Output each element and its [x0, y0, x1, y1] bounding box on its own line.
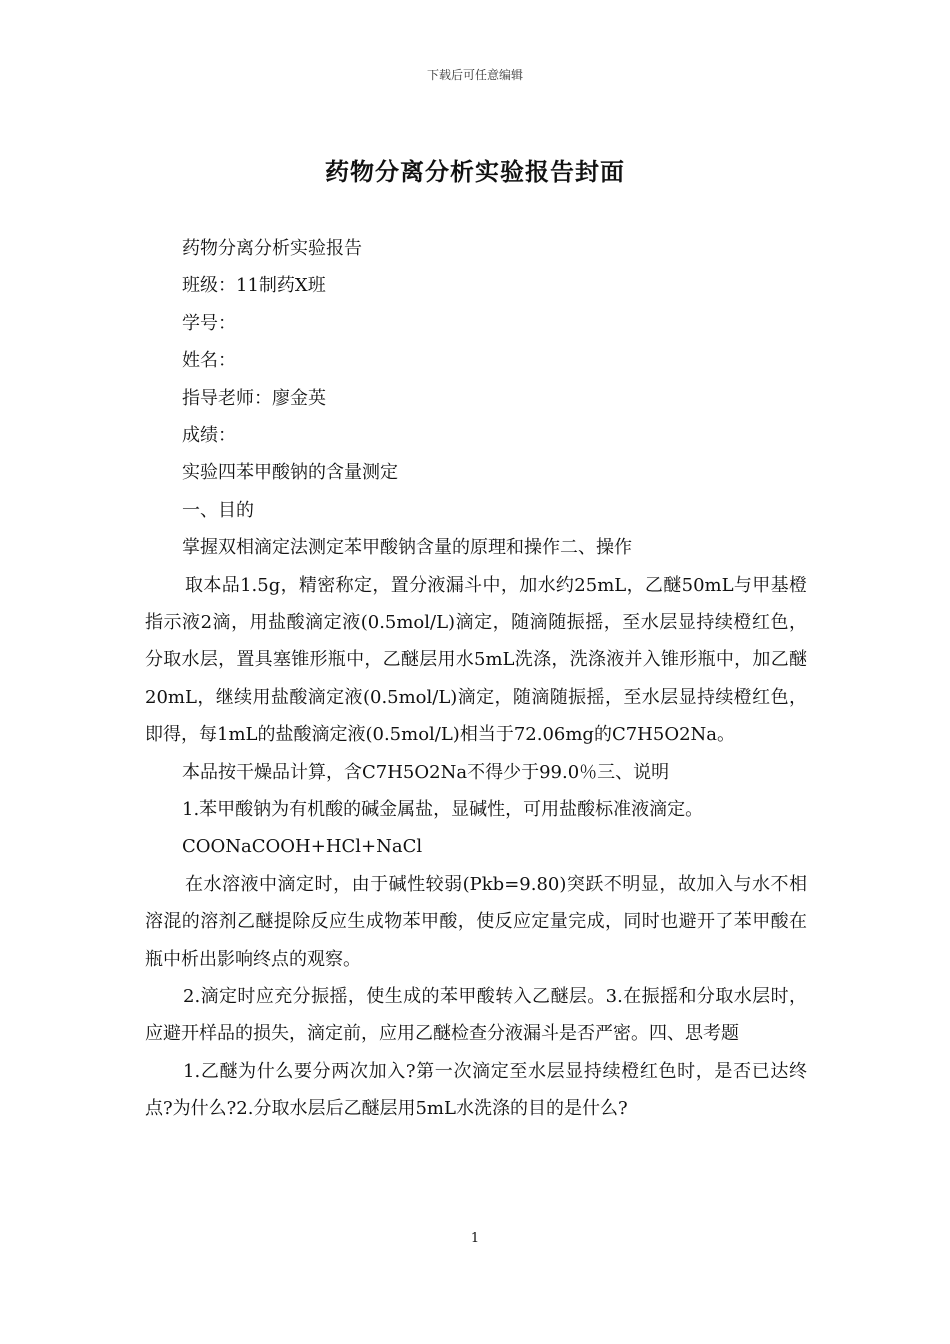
- reaction-equation: COONaCOOH+HCl+NaCl: [182, 836, 423, 858]
- procedure-paragraph: 取本品1.5g，精密称定，置分液漏斗中，加水约25mL，乙醚50mL与甲基橙指示液2滴，用盐酸滴定液(0.5mol/L)滴定，随滴随振摇，至水层显持续橙红色，分取水层，置具塞锥形瓶中，乙醚层用水5mL洗涤，洗涤液并入锥形瓶中，加乙醚20mL，继续用盐酸滴定液(0.5mol/L)滴定，随滴随振摇，至水层显持续橙红色，即得，每1mL的盐酸滴定液(0.5mol/L)相当于72.06mg的C7H5O2Na。: [145, 574, 807, 746]
- experiment-title: 实验四苯甲酸钠的含量测定: [182, 462, 398, 484]
- header-note: 下载后可任意编辑: [426, 68, 523, 82]
- class-field: 班级：11制药X班: [182, 275, 326, 297]
- name-field: 姓名：: [182, 350, 236, 372]
- purpose-text: 掌握双相滴定法测定苯甲酸钠含量的原理和操作二、操作: [182, 537, 632, 559]
- teacher-field: 指导老师：廖金英: [182, 387, 326, 409]
- page-title: 药物分离分析实验报告封面: [325, 157, 625, 186]
- explanation-paragraph: 在水溶液中滴定时，由于碱性较弱(Pkb=9.80)突跃不明显，故加入与水不相溶混的溶剂乙醚提除反应生成物苯甲酸，使反应定量完成，同时也避开了苯甲酸在瓶中析出影响终点的观察。: [145, 873, 807, 970]
- student-id-field: 学号：: [182, 312, 236, 334]
- grade-field: 成绩：: [182, 424, 236, 446]
- requirement-text: 本品按干燥品计算，含C7H5O2Na不得少于99.0％三、说明: [182, 761, 670, 783]
- section-purpose-heading: 一、目的: [182, 499, 254, 521]
- report-title: 药物分离分析实验报告: [182, 238, 362, 259]
- document-body: [145, 230, 807, 1128]
- note-2-3-paragraph: 2.滴定时应充分振摇，使生成的苯甲酸转入乙醚层。3.在振摇和分取水层时，应避开样品的损失，滴定前，应用乙醚检查分液漏斗是否严密。四、思考题: [145, 985, 807, 1045]
- note-1: 1.苯甲酸钠为有机酸的碱金属盐，显碱性，可用盐酸标准液滴定。: [182, 798, 704, 820]
- page-number: 1: [470, 1231, 480, 1246]
- questions-paragraph: 1.乙醚为什么要分两次加入?第一次滴定至水层显持续橙红色时，是否已达终点?为什么?2.分取水层后乙醚层用5mL水洗涤的目的是什么?: [145, 1060, 807, 1120]
